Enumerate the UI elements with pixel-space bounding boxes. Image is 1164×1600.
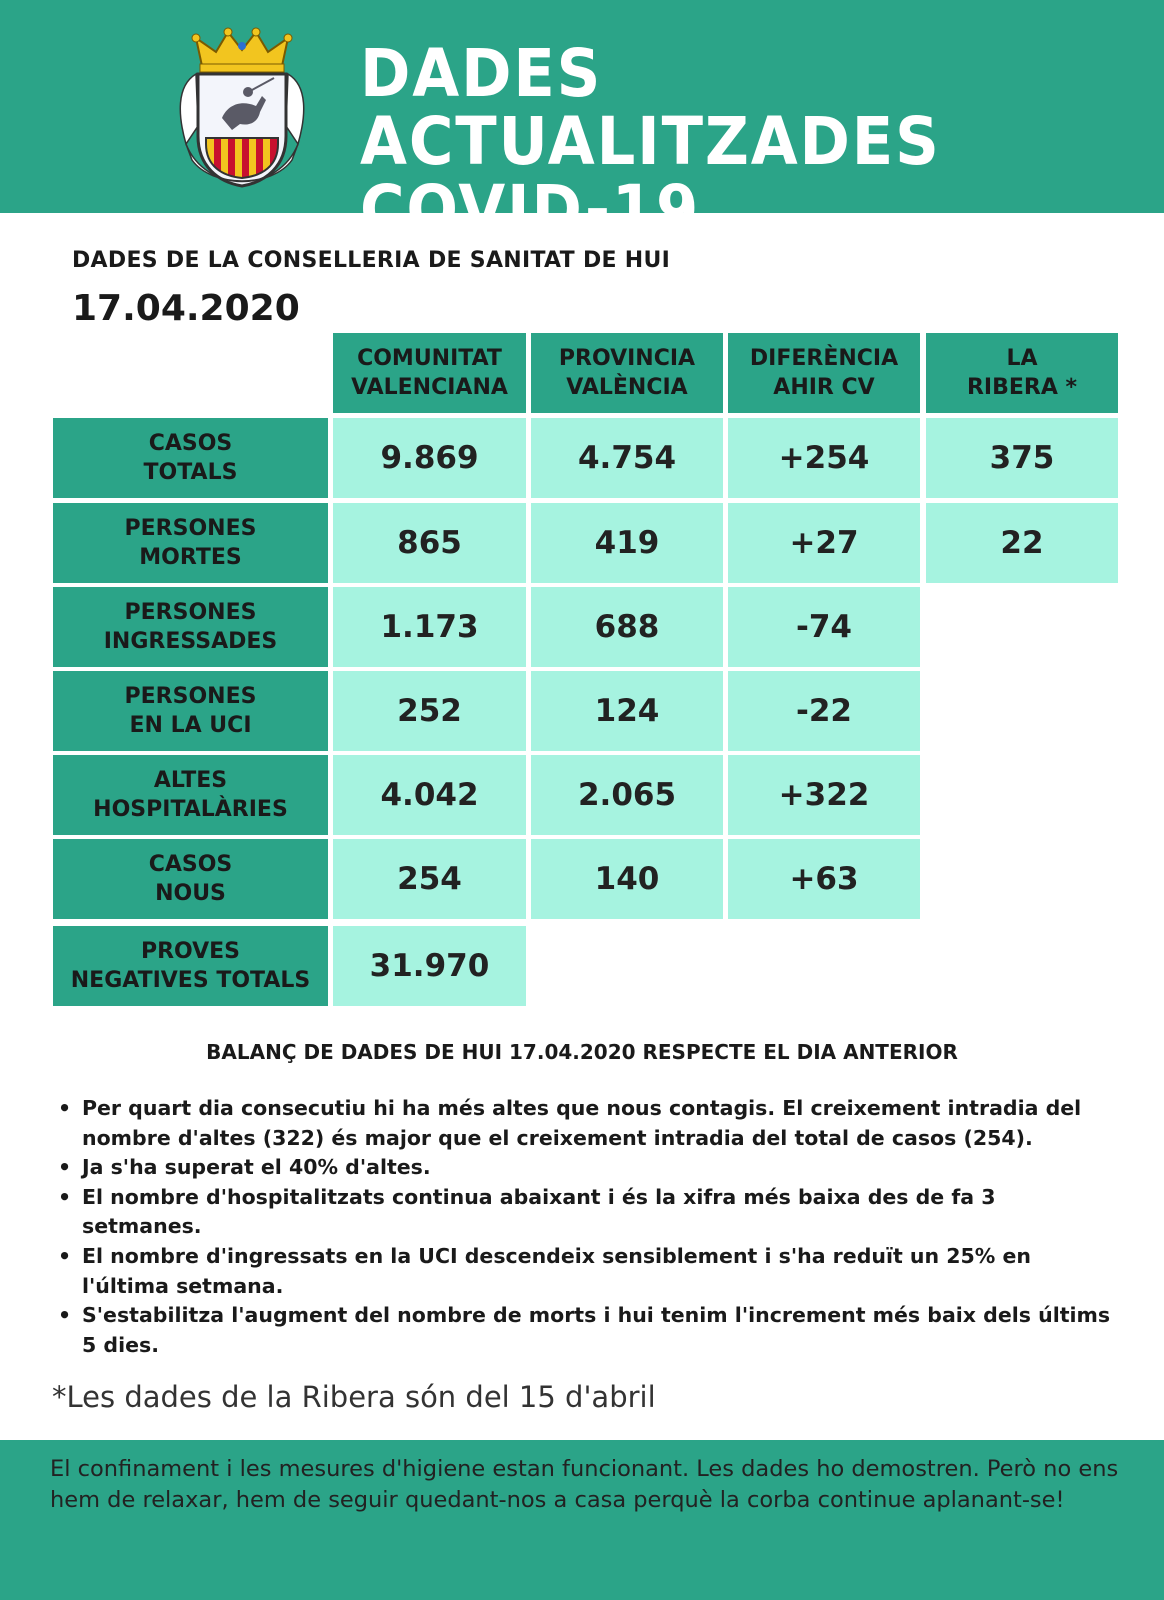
footer-banner	[0, 1440, 1164, 1600]
balance-title: BALANÇ DE DADES DE HUI 17.04.2020 RESPECTE EL DIA ANTERIOR	[206, 1040, 958, 1064]
main-title-line-1: DADES ACTUALITZADES	[360, 35, 941, 180]
value-cell: 22	[926, 503, 1118, 583]
value-cell: +254	[728, 418, 920, 498]
ribera-footnote: *Les dades de la Ribera són del 15 d'abril	[52, 1380, 656, 1414]
value-cell: 4.754	[531, 418, 723, 498]
list-item: • El nombre d'ingressats en la UCI descendeix sensiblement i s'ha reduït un 25% en l'última setmana.	[56, 1242, 1116, 1301]
list-item: • Per quart dia consecutiu hi ha més altes que nous contagis. El creixement intradia del nombre d'altes (322) és major que el creixement intradia del total de casos (254).	[56, 1094, 1116, 1153]
value-cell: 140	[531, 839, 723, 919]
column-header-comunitat-valenciana: COMUNITAT VALENCIANA	[333, 333, 526, 413]
main-title	[360, 35, 1100, 248]
row-header-casos-nous: CASOS NOUS	[53, 839, 328, 919]
footer-message: El confinament i les mesures d'higiene estan funcionant. Les dades ho demostren. Però no ens hem de relaxar, hem de seguir quedant-nos a casa perquè la corba continue aplanant-se!	[50, 1456, 1119, 1513]
value-cell: 4.042	[333, 755, 526, 835]
header-banner	[0, 0, 1164, 248]
value-cell: 252	[333, 671, 526, 751]
column-header-la-ribera: LA RIBERA *	[926, 333, 1118, 413]
value-cell: 419	[531, 503, 723, 583]
value-cell: -74	[728, 587, 920, 667]
row-header-altes-hospitalaries: ALTES HOSPITALÀRIES	[53, 755, 328, 835]
column-header-provincia-valencia: PROVINCIA VALÈNCIA	[531, 333, 723, 413]
value-cell: 2.065	[531, 755, 723, 835]
main-title-line-2: COVID-19	[360, 171, 701, 248]
column-header-diferencia-ahir-cv: DIFERÈNCIA AHIR CV	[728, 333, 920, 413]
report-date: 17.04.2020	[72, 288, 300, 329]
value-cell: +63	[728, 839, 920, 919]
value-cell: 124	[531, 671, 723, 751]
value-cell: +322	[728, 755, 920, 835]
row-header-persones-en-la-uci: PERSONES EN LA UCI	[53, 671, 328, 751]
value-cell: -22	[728, 671, 920, 751]
value-cell: 1.173	[333, 587, 526, 667]
row-header-persones-mortes: PERSONES MORTES	[53, 503, 328, 583]
value-cell: +27	[728, 503, 920, 583]
row-header-proves-negatives-totals: PROVES NEGATIVES TOTALS	[53, 926, 328, 1006]
value-cell: 9.869	[333, 418, 526, 498]
source-subtitle: DADES DE LA CONSELLERIA DE SANITAT DE HUI	[72, 248, 671, 273]
row-header-persones-ingressades: PERSONES INGRESSADES	[53, 587, 328, 667]
value-cell: 375	[926, 418, 1118, 498]
row-header-casos-totals: CASOS TOTALS	[53, 418, 328, 498]
value-cell: 31.970	[333, 926, 526, 1006]
algemesi-crest-logo	[176, 26, 308, 194]
list-item: • S'estabilitza l'augment del nombre de morts i hui tenim l'increment més baix dels últims 5 dies.	[56, 1301, 1116, 1360]
list-item: • Ja s'ha superat el 40% d'altes.	[56, 1153, 1116, 1183]
value-cell: 254	[333, 839, 526, 919]
value-cell: 688	[531, 587, 723, 667]
list-item: • El nombre d'hospitalitzats continua abaixant i és la xifra més baixa des de fa 3 setmanes.	[56, 1183, 1116, 1242]
balance-bullet-list	[56, 1094, 1116, 1360]
value-cell: 865	[333, 503, 526, 583]
